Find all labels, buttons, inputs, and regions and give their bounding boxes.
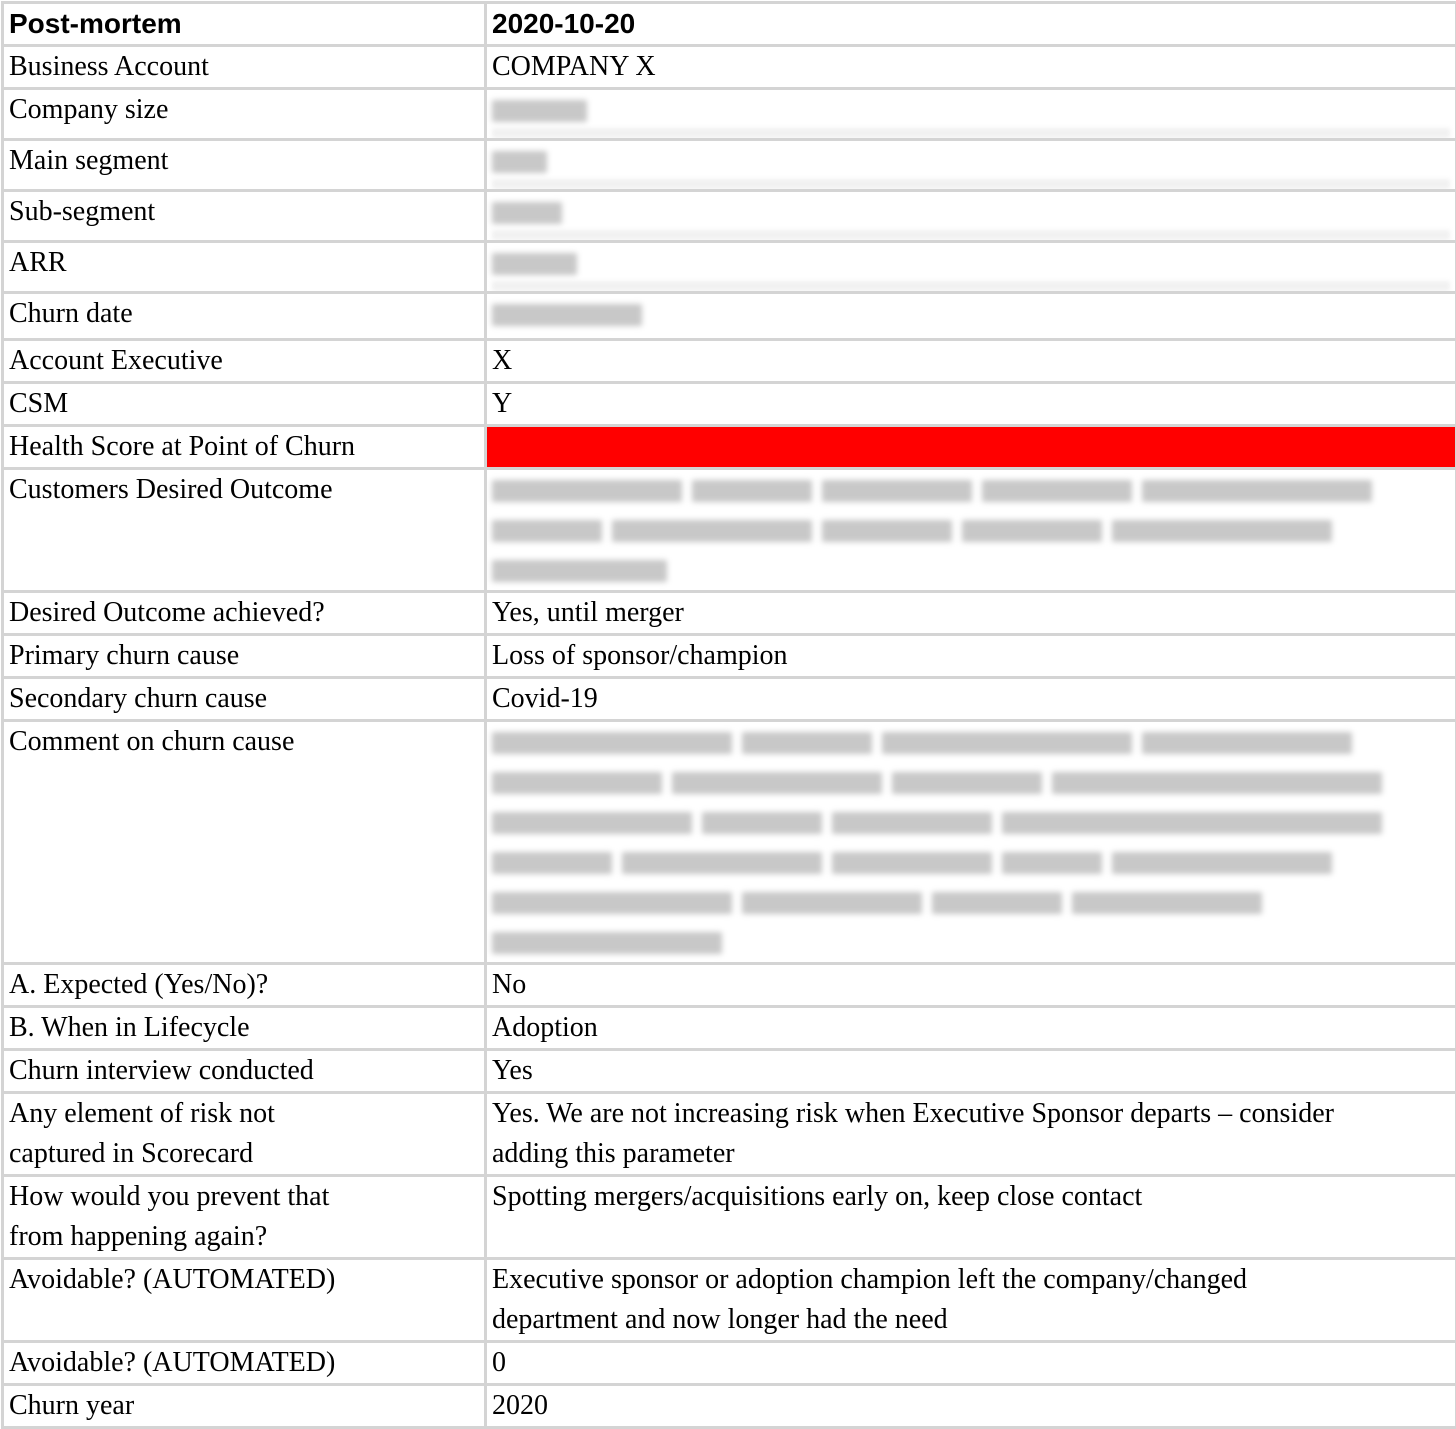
row-value: X — [486, 340, 1456, 383]
redaction-blur — [692, 480, 812, 502]
row-value: No — [486, 964, 1456, 1007]
redaction-blur — [492, 892, 732, 914]
row-value: 2020 — [486, 1385, 1456, 1428]
redaction-blur — [672, 772, 882, 794]
row-label: Health Score at Point of Churn — [3, 426, 486, 469]
redaction-line — [492, 882, 1450, 922]
row-label: Churn year — [3, 1385, 486, 1428]
redaction-blur — [1002, 812, 1382, 834]
redaction-blur — [492, 281, 1450, 291]
table-row — [3, 242, 1456, 293]
table-row — [3, 635, 1456, 678]
header-date: 2020-10-20 — [486, 3, 1456, 46]
table-row — [3, 721, 1456, 964]
redaction-blur — [892, 772, 1042, 794]
table-row — [3, 1093, 1456, 1176]
table-row — [3, 592, 1456, 635]
redacted-value — [486, 191, 1456, 242]
redaction-blur — [1142, 480, 1372, 502]
row-value: COMPANY X — [486, 46, 1456, 89]
table-row — [3, 191, 1456, 242]
table-row — [3, 1176, 1456, 1259]
redaction-blur — [882, 732, 1132, 754]
table-row — [3, 293, 1456, 340]
row-value: Y — [486, 383, 1456, 426]
redaction-blur — [492, 100, 587, 122]
table-row — [3, 1342, 1456, 1385]
redaction-blur — [742, 892, 922, 914]
row-value: Yes. We are not increasing risk when Executive Sponsor departs – consider adding this parameter — [486, 1093, 1456, 1176]
table-row — [3, 678, 1456, 721]
row-label: Churn interview conducted — [3, 1050, 486, 1093]
redaction-blur — [492, 560, 667, 582]
row-label: Comment on churn cause — [3, 721, 486, 964]
table-row — [3, 1007, 1456, 1050]
table-row — [3, 46, 1456, 89]
table-row — [3, 426, 1456, 469]
row-label: Primary churn cause — [3, 635, 486, 678]
row-value: Loss of sponsor/champion — [486, 635, 1456, 678]
redaction-line — [492, 842, 1450, 882]
redaction-blur — [1072, 892, 1262, 914]
table-row — [3, 964, 1456, 1007]
redaction-line — [492, 510, 1450, 550]
redaction-blur — [612, 520, 812, 542]
row-label: Any element of risk not captured in Scorecard — [3, 1093, 486, 1176]
health-score-indicator — [486, 426, 1456, 469]
redaction-blur — [742, 732, 872, 754]
table-row — [3, 89, 1456, 140]
redaction-blur — [1052, 772, 1382, 794]
table-row — [3, 469, 1456, 592]
redaction-blur — [492, 772, 662, 794]
table-row — [3, 140, 1456, 191]
row-label: A. Expected (Yes/No)? — [3, 964, 486, 1007]
redacted-value — [486, 89, 1456, 140]
row-label: ARR — [3, 242, 486, 293]
redaction-blur — [702, 812, 822, 834]
redacted-value — [486, 469, 1456, 592]
redaction-blur — [1002, 852, 1102, 874]
redaction-blur — [492, 932, 722, 954]
redaction-blur — [832, 852, 992, 874]
row-label: Company size — [3, 89, 486, 140]
row-label: Business Account — [3, 46, 486, 89]
row-label: Avoidable? (AUTOMATED) — [3, 1259, 486, 1342]
row-label: Main segment — [3, 140, 486, 191]
redaction-blur — [492, 304, 642, 326]
row-value: Adoption — [486, 1007, 1456, 1050]
row-label: CSM — [3, 383, 486, 426]
redaction-blur — [492, 202, 562, 224]
redaction-blur — [492, 852, 612, 874]
redaction-line — [492, 922, 1450, 962]
redaction-blur — [1112, 520, 1332, 542]
row-value: Yes, until merger — [486, 592, 1456, 635]
table-row — [3, 383, 1456, 426]
redaction-blur — [962, 520, 1102, 542]
header-row — [3, 3, 1456, 46]
row-label: Secondary churn cause — [3, 678, 486, 721]
redaction-blur — [492, 812, 692, 834]
row-value: Yes — [486, 1050, 1456, 1093]
redaction-blur — [1112, 852, 1332, 874]
table-row — [3, 340, 1456, 383]
table-row — [3, 1259, 1456, 1342]
row-label: Customers Desired Outcome — [3, 469, 486, 592]
row-label: How would you prevent that from happening again? — [3, 1176, 486, 1259]
redaction-blur — [492, 520, 602, 542]
redaction-blur — [492, 179, 1450, 189]
redaction-blur — [832, 812, 992, 834]
redaction-blur — [492, 253, 577, 275]
redaction-line — [492, 470, 1450, 510]
redacted-value — [486, 721, 1456, 964]
redacted-value — [486, 140, 1456, 191]
redaction-line — [492, 550, 1450, 590]
redaction-blur — [932, 892, 1062, 914]
redaction-blur — [492, 732, 732, 754]
redaction-blur — [492, 128, 1450, 138]
post-mortem-table — [1, 1, 1456, 1429]
redaction-blur — [822, 520, 952, 542]
row-label: Sub-segment — [3, 191, 486, 242]
redacted-value — [486, 293, 1456, 340]
redaction-blur — [492, 230, 1450, 240]
redaction-blur — [622, 852, 822, 874]
table-row — [3, 1050, 1456, 1093]
row-label: Account Executive — [3, 340, 486, 383]
redaction-line — [492, 762, 1450, 802]
row-value: 0 — [486, 1342, 1456, 1385]
row-value: Executive sponsor or adoption champion left the company/changed department and now longer had the need — [486, 1259, 1456, 1342]
row-value: Covid-19 — [486, 678, 1456, 721]
redaction-blur — [822, 480, 972, 502]
table-row — [3, 1385, 1456, 1428]
row-label: Desired Outcome achieved? — [3, 592, 486, 635]
row-value: Spotting mergers/acquisitions early on, keep close contact — [486, 1176, 1456, 1259]
redacted-value — [486, 242, 1456, 293]
header-title: Post-mortem — [3, 3, 486, 46]
row-label: Churn date — [3, 293, 486, 340]
redaction-blur — [1142, 732, 1352, 754]
redaction-line — [492, 802, 1450, 842]
redaction-line — [492, 722, 1450, 762]
redaction-blur — [492, 151, 547, 173]
row-label: B. When in Lifecycle — [3, 1007, 486, 1050]
redaction-blur — [982, 480, 1132, 502]
redaction-blur — [492, 480, 682, 502]
row-label: Avoidable? (AUTOMATED) — [3, 1342, 486, 1385]
